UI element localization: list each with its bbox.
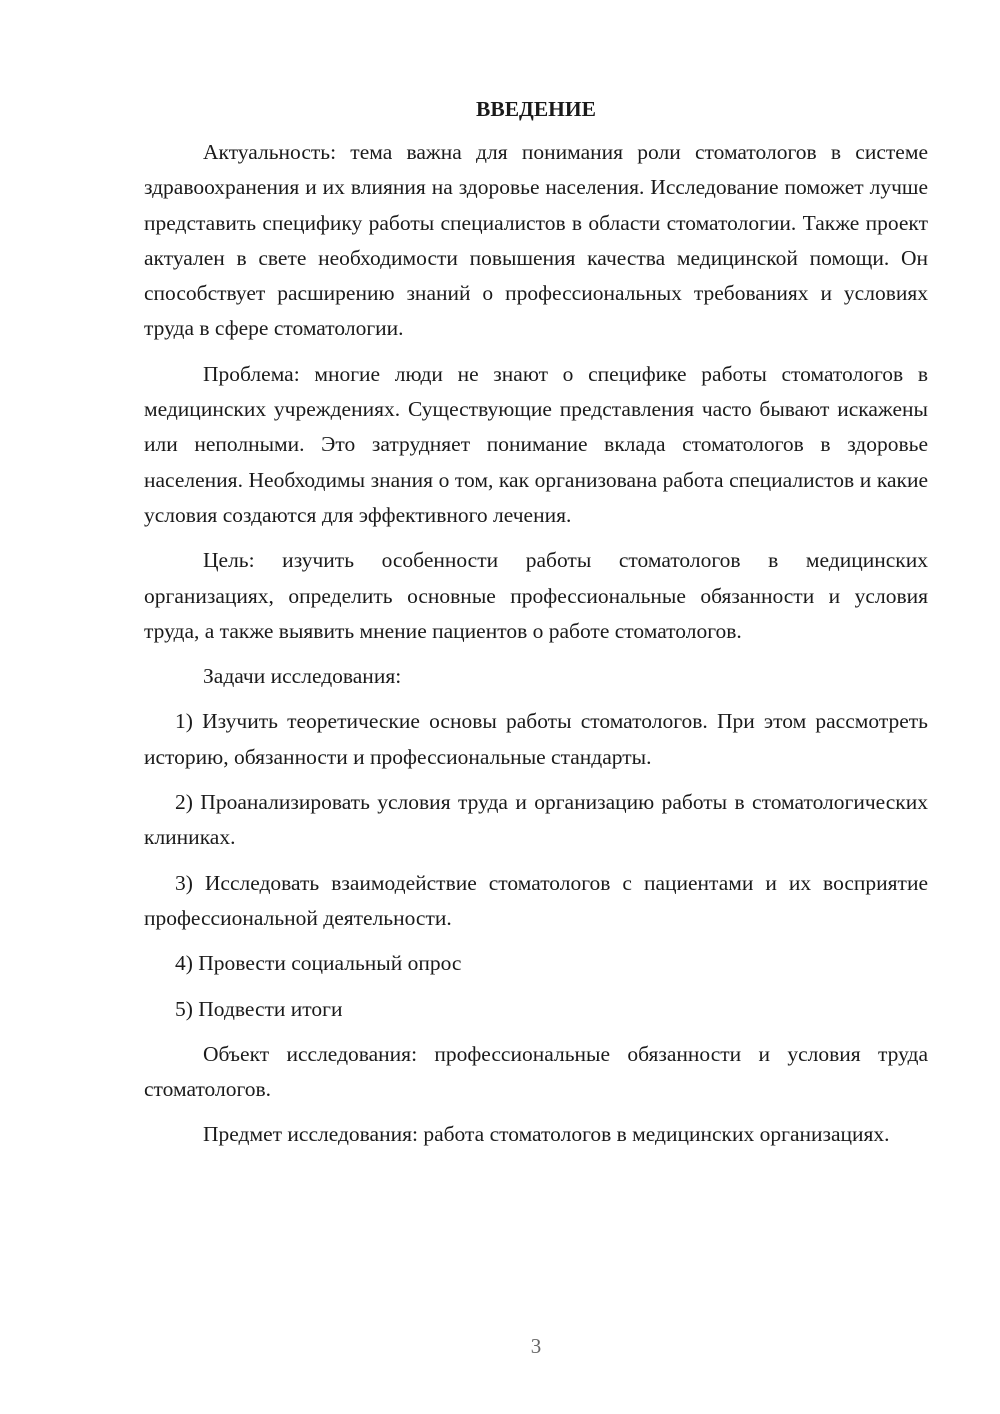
goal-paragraph: Цель: изучить особенности работы стоматологов в медицинских организациях, определить основные профессиональные обязанности и условия труда, а также выявить мнение пациентов о работе стоматологов.	[144, 548, 928, 643]
subject-paragraph: Предмет исследования: работа стоматологов в медицинских организациях.	[203, 1122, 890, 1147]
task-item: 5) Подвести итоги	[175, 996, 343, 1021]
task-item: 3) Исследовать взаимодействие стоматологов с пациентами и их восприятие профессиональной деятельности.	[144, 870, 928, 930]
task-item: 4) Провести социальный опрос	[175, 951, 462, 976]
task-item: 2) Проанализировать условия труда и организацию работы в стоматологических клиниках.	[144, 790, 928, 850]
tasks-title: Задачи исследования:	[203, 664, 402, 689]
document-page	[144, 92, 928, 1163]
section-heading: ВВЕДЕНИЕ	[476, 97, 596, 121]
relevance-paragraph: Актуальность: тема важна для понимания роли стоматологов в системе здравоохранения и их влияния на здоровье населения. Исследование поможет лучше представить специфику работы специалистов в области стоматологии. Также проект актуален в свете необходимости повышения качества медицинской помощи. Он способствует расширению знаний о профессиональных требованиях и условиях труда в сфере стоматологии.	[144, 140, 928, 341]
page-number: 3	[530, 1334, 542, 1358]
task-item: 1) Изучить теоретические основы работы стоматологов. При этом рассмотреть историю, обязанности и профессиональные стандарты.	[144, 709, 928, 769]
problem-paragraph: Проблема: многие люди не знают о специфике работы стоматологов в медицинских учреждениях. Существующие представления часто бывают искажены или неполными. Это затрудняет понимание вклада стоматологов в здоровье населения. Необходимы знания о том, как организована работа специалистов и какие условия создаются для эффективного лечения.	[144, 361, 928, 527]
object-paragraph: Объект исследования: профессиональные обязанности и условия труда стоматологов.	[144, 1041, 928, 1102]
